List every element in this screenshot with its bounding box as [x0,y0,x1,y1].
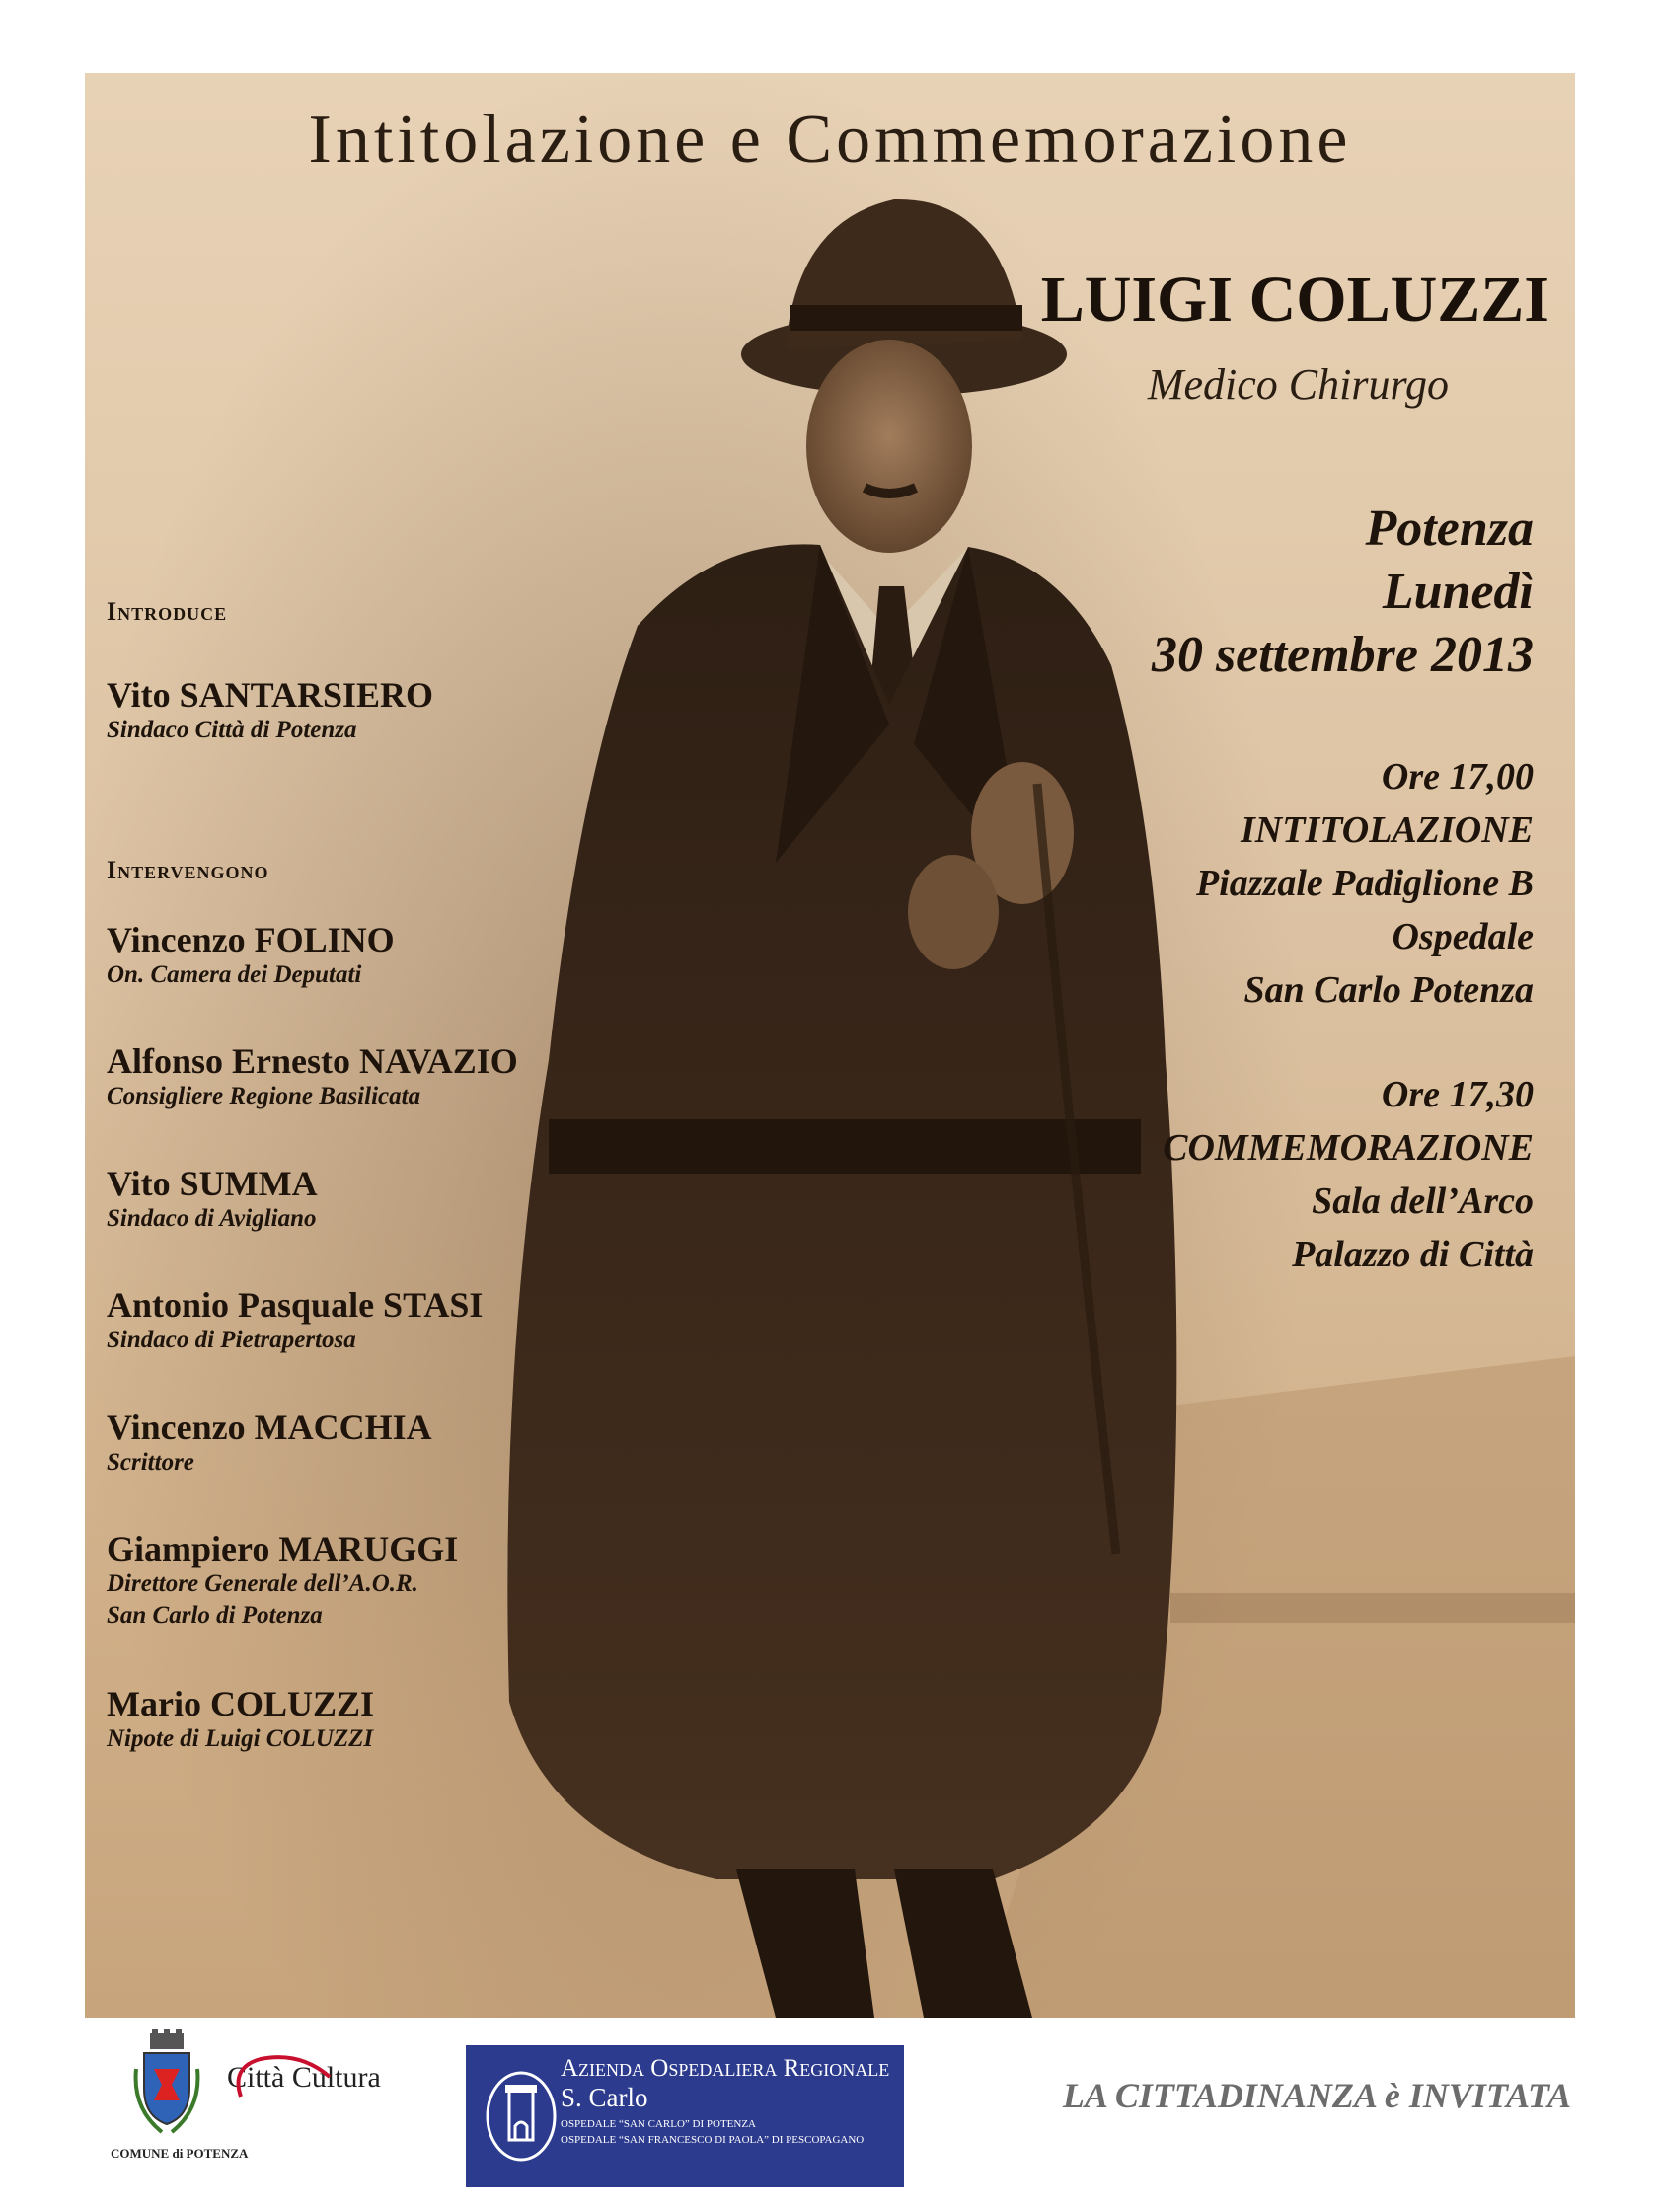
session-time: Ore 17,00 [1381,756,1534,798]
speaker-role: On. Camera dei Deputati [107,961,362,988]
speaker-item [107,1285,483,1356]
session-place: Palazzo di Città [1292,1234,1534,1275]
speaker-item [107,1529,458,1632]
speaker-name: Vito SANTARSIERO [107,675,434,715]
speaker-item [107,1408,432,1479]
aor-line1: Azienda Ospedaliera Regionale [561,2055,890,2082]
introduce-label: Introduce [107,597,228,626]
speaker-item [107,1164,318,1235]
swoosh-icon [221,2047,339,2106]
speaker-name: Vito SUMMA [107,1164,318,1203]
speaker-role: Sindaco di Avigliano [107,1205,317,1232]
introducer [107,675,433,746]
invitation-text: LA CITTADINANZA è INVITATA [1062,2076,1571,2115]
speaker-item [107,1684,374,1755]
session-intitolazione [1196,750,1534,1017]
session-place: San Carlo Potenza [1243,969,1534,1011]
aor-san-carlo-logo [466,2045,904,2187]
speakers-label: Intervengono [107,856,269,884]
speaker-name: Mario COLUZZI [107,1684,375,1723]
speaker-role: Sindaco di Pietrapertosa [107,1327,356,1353]
aor-line4: OSPEDALE “SAN FRANCESCO DI PAOLA” DI PESCOPAGANO [561,2134,865,2146]
speaker-name: Vincenzo MACCHIA [107,1408,432,1447]
speaker-role: Nipote di Luigi COLUZZI [107,1725,374,1752]
speaker-role: Scrittore [107,1449,194,1476]
coat-of-arms-icon [132,2029,201,2138]
speaker-name: Antonio Pasquale STASI [107,1285,484,1325]
citta-cultura-logo [227,2061,381,2095]
speaker-role: San Carlo di Potenza [107,1602,323,1629]
honoree-name: LUIGI COLUZZI [1040,264,1549,336]
event-weekday: Lunedì [1382,564,1534,620]
session-title: COMMEMORAZIONE [1163,1127,1534,1169]
event-date: 30 settembre 2013 [1151,627,1534,683]
session-place: Ospedale [1392,916,1534,957]
poster-photo-area [85,73,1575,2018]
session-place: Sala dell’Arco [1312,1181,1534,1222]
footer [0,2018,1656,2212]
speaker-name: Giampiero MARUGGI [107,1529,459,1568]
comune-label: COMUNE di POTENZA [111,2146,249,2161]
citta-cultura-text: Città Cultura [227,2061,381,2094]
aor-line2: S. Carlo [561,2083,648,2112]
speaker-name: Vincenzo FOLINO [107,920,395,959]
poster-title: Intitolazione e Commemorazione [308,102,1352,178]
session-title: INTITOLAZIONE [1241,809,1534,851]
speaker-item [107,920,395,991]
speaker-item [107,1041,518,1112]
speaker-role: Consigliere Regione Basilicata [107,1083,421,1109]
session-time: Ore 17,30 [1381,1074,1534,1115]
aor-line3: OSPEDALE “SAN CARLO” DI POTENZA [561,2118,756,2130]
speaker-role: Sindaco Città di Potenza [107,717,357,743]
speaker-role: Direttore Generale dell’A.O.R. [107,1570,418,1597]
event-city: Potenza [1365,500,1534,557]
session-commemorazione [1163,1068,1534,1281]
honoree-profession: Medico Chirurgo [1147,360,1449,409]
event-date-block [1152,497,1534,687]
speaker-name: Alfonso Ernesto NAVAZIO [107,1041,518,1081]
session-place: Piazzale Padiglione B [1196,863,1534,904]
